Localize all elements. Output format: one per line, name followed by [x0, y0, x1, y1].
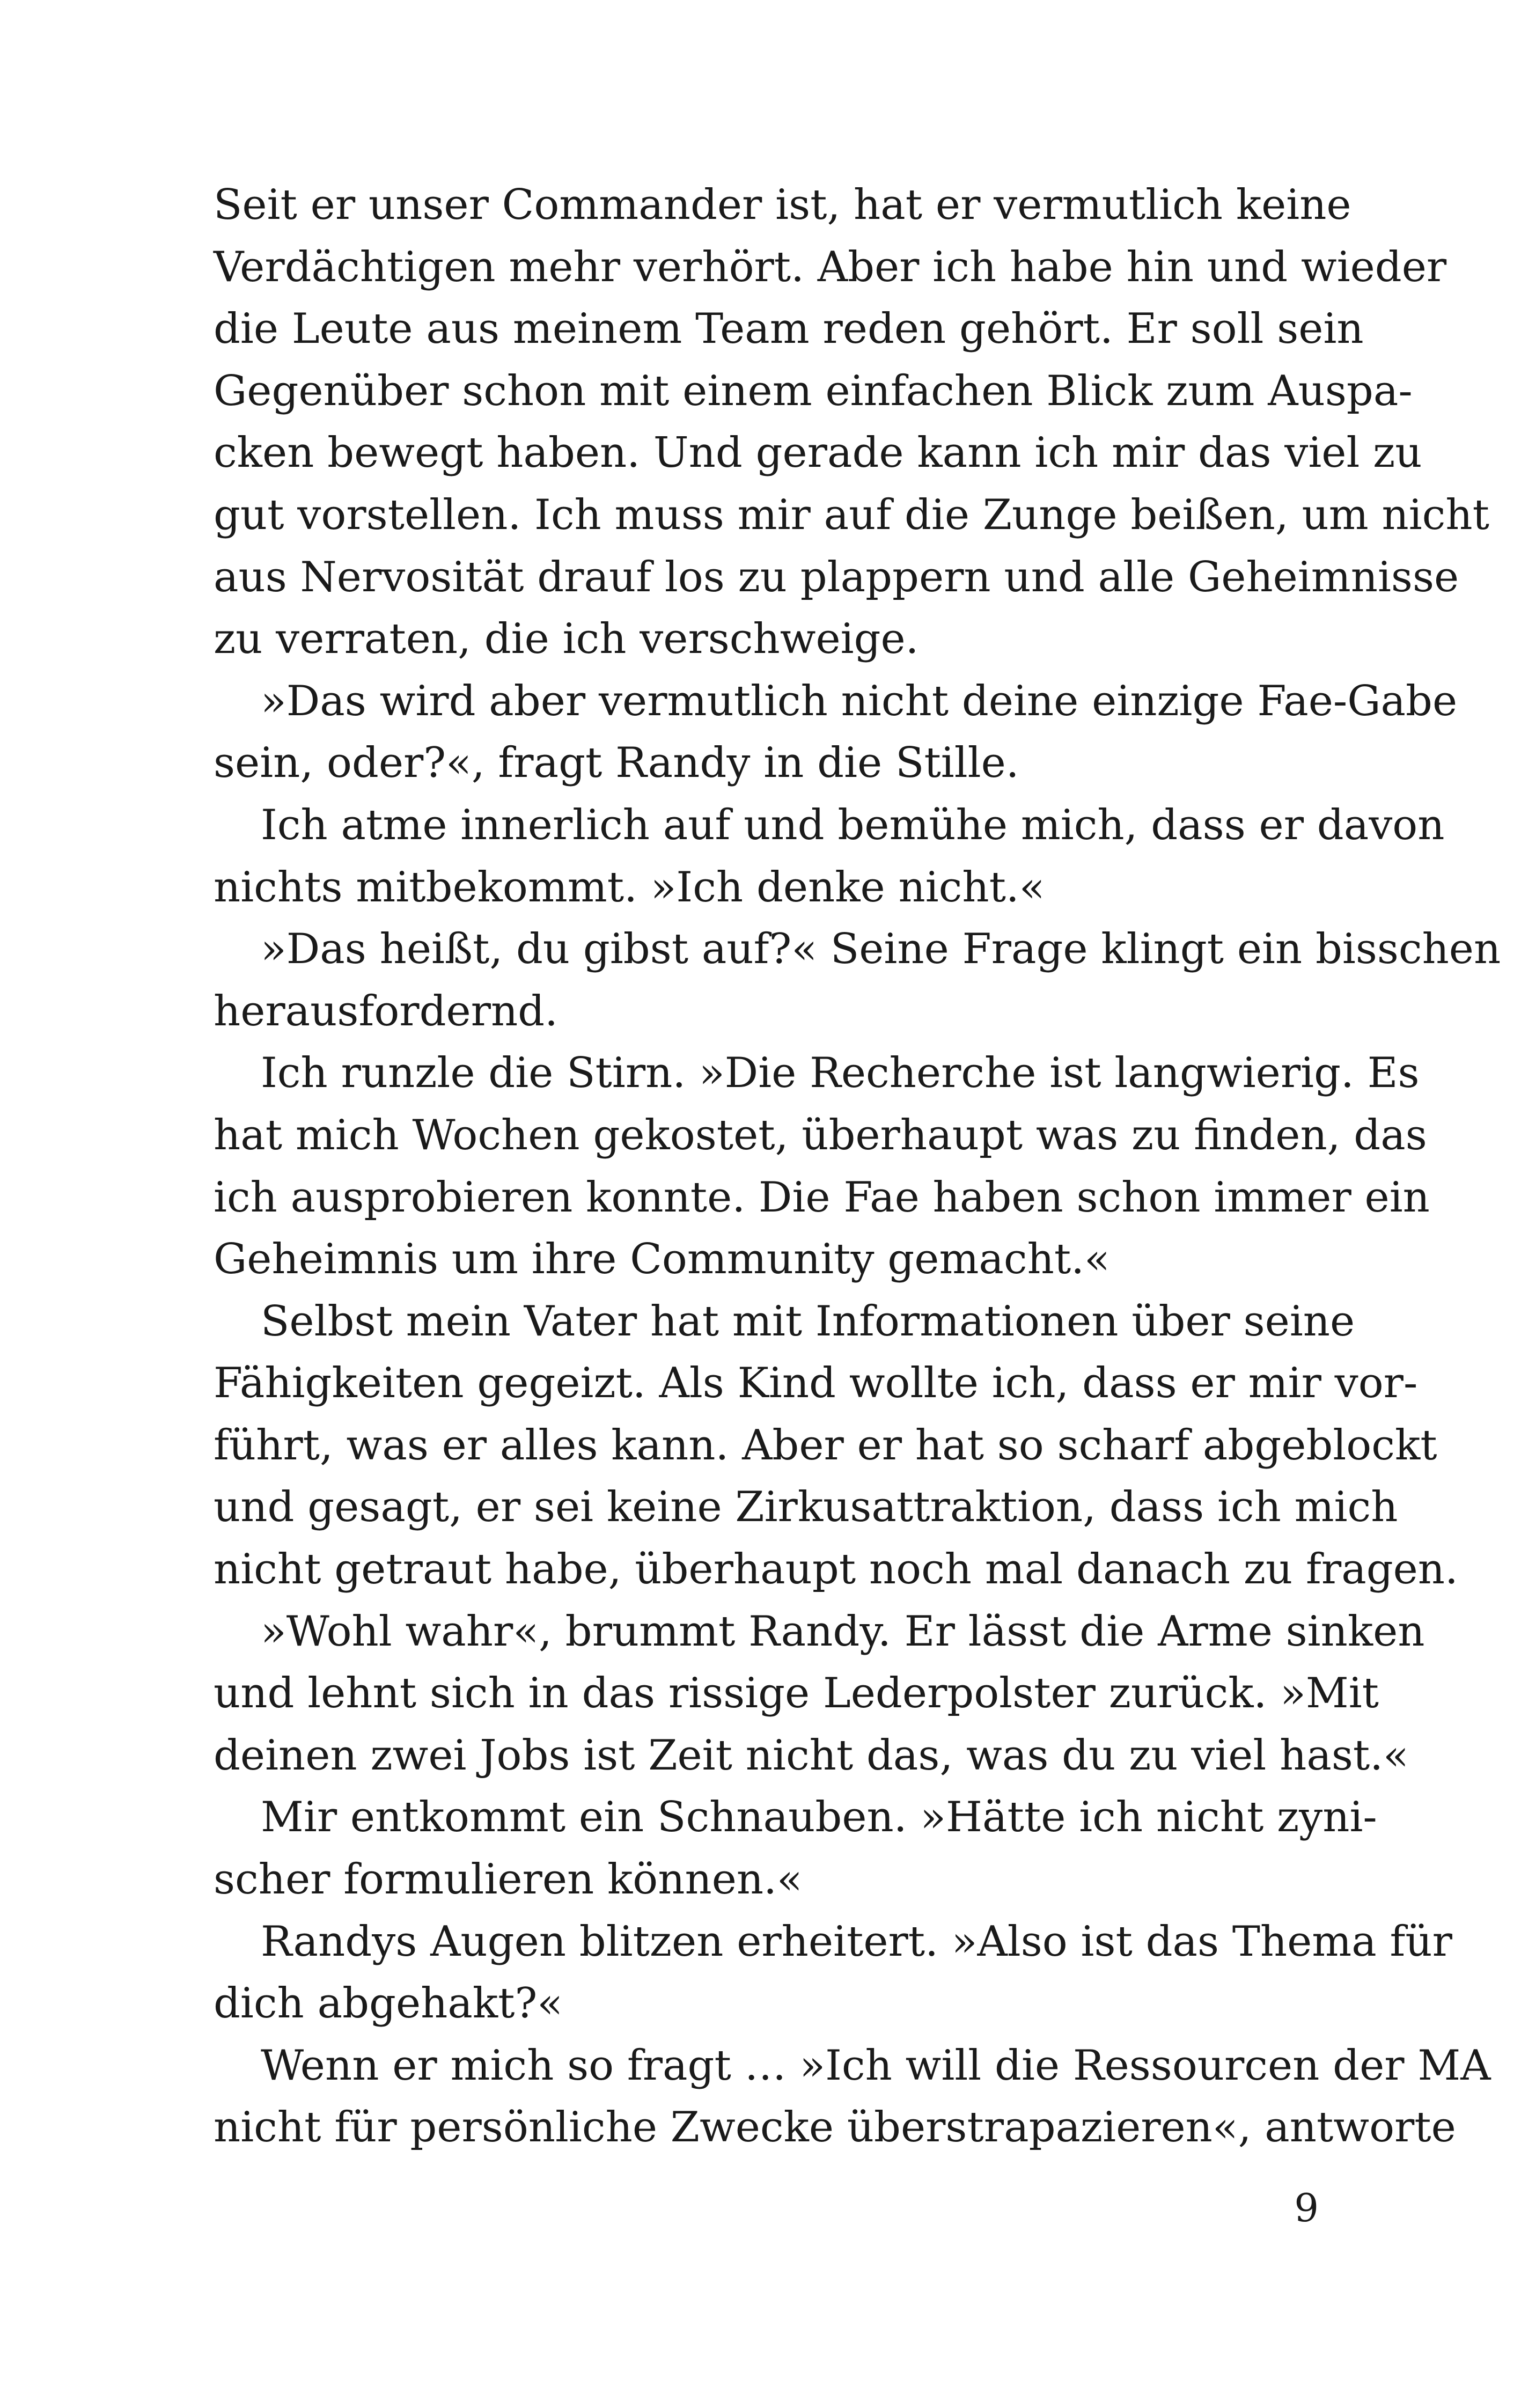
- text-line: die Leute aus meinem Team reden gehört. Er soll sein: [214, 305, 1364, 354]
- text-line: und lehnt sich in das rissige Lederpolster zurück. »Mit: [214, 1669, 1379, 1718]
- text-line: deinen zwei Jobs ist Zeit nicht das, was du zu viel hast.«: [214, 1731, 1409, 1780]
- text-line: Gegenüber schon mit einem einfachen Blick zum Auspa-: [214, 366, 1413, 415]
- text-line: Verdächtigen mehr verhört. Aber ich habe hin und wieder: [214, 243, 1447, 291]
- text-line: Seit er unser Commander ist, hat er vermutlich keine: [214, 181, 1351, 229]
- text-line: aus Nervosität drauf los zu plappern und alle Geheimnisse: [214, 553, 1459, 601]
- page-number: 9: [1294, 2185, 1319, 2230]
- text-line: Mir entkommt ein Schnauben. »Hätte ich nicht zyni-: [261, 1793, 1377, 1842]
- text-line: nicht für persönliche Zwecke überstrapazieren«, antworte: [214, 2103, 1456, 2152]
- text-line: dich abgehakt?«: [214, 1979, 563, 2028]
- text-line: gut vorstellen. Ich muss mir auf die Zunge beißen, um nicht: [214, 490, 1489, 539]
- text-line: zu verraten, die ich verschweige.: [214, 615, 919, 664]
- text-line: hat mich Wochen gekostet, überhaupt was zu finden, das: [214, 1111, 1427, 1159]
- text-line: ich ausprobieren konnte. Die Fae haben schon immer ein: [214, 1173, 1430, 1222]
- text-line: Selbst mein Vater hat mit Informationen über seine: [261, 1297, 1355, 1346]
- text-line: Ich atme innerlich auf und bemühe mich, dass er davon: [261, 801, 1445, 849]
- body-text: [214, 174, 1501, 2159]
- text-line: »Wohl wahr«, brummt Randy. Er lässt die Arme sinken: [261, 1607, 1425, 1656]
- text-line: sein, oder?«, fragt Randy in die Stille.: [214, 739, 1019, 788]
- text-line: Ich runzle die Stirn. »Die Recherche ist langwierig. Es: [261, 1049, 1420, 1098]
- text-line: scher formulieren können.«: [214, 1855, 803, 1904]
- text-line: Fähigkeiten gegeizt. Als Kind wollte ich, dass er mir vor-: [214, 1359, 1418, 1408]
- text-line: nicht getraut habe, überhaupt noch mal danach zu fragen.: [214, 1545, 1458, 1594]
- text-line: herausfordernd.: [214, 987, 558, 1036]
- text-line: nichts mitbekommt. »Ich denke nicht.«: [214, 863, 1045, 912]
- text-line: cken bewegt haben. Und gerade kann ich mir das viel zu: [214, 429, 1422, 478]
- text-line: und gesagt, er sei keine Zirkusattraktion, dass ich mich: [214, 1483, 1398, 1532]
- text-line: Randys Augen blitzen erheitert. »Also ist das Thema für: [261, 1917, 1452, 1966]
- text-line: »Das heißt, du gibst auf?« Seine Frage klingt ein bisschen: [261, 925, 1501, 974]
- text-line: »Das wird aber vermutlich nicht deine einzige Fae-Gabe: [261, 677, 1458, 725]
- text-line: Geheimnis um ihre Community gemacht.«: [214, 1235, 1110, 1284]
- text-line: Wenn er mich so fragt … »Ich will die Ressourcen der MA: [261, 2041, 1491, 2090]
- text-line: führt, was er alles kann. Aber er hat so scharf abgeblockt: [214, 1421, 1437, 1470]
